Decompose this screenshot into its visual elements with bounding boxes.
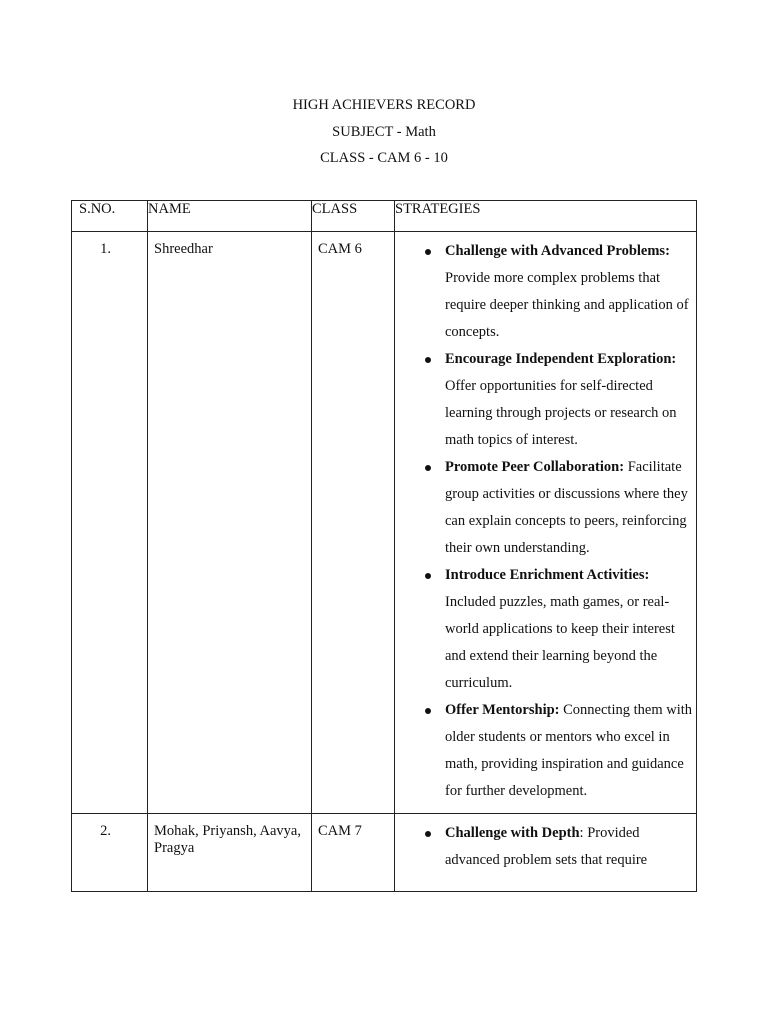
strategy-title: Challenge with Depth (445, 825, 580, 841)
strategy-title: Challenge with Advanced Problems: (445, 243, 670, 259)
strategy-item (395, 346, 696, 454)
bullet-icon (425, 249, 431, 255)
row-name: Shreedhar (148, 232, 312, 814)
strategy-list (395, 814, 696, 882)
strategy-text: Connecting them with older students or mentors who excel in math, providing inspiration and guidance for further development. (445, 702, 692, 799)
bullet-icon (425, 831, 431, 837)
strategy-item (395, 454, 696, 562)
strategy-text: Provide more complex problems that require deeper thinking and application of concepts. (445, 270, 689, 340)
column-header-class: CLASS (312, 201, 395, 232)
strategy-text: : Provided advanced problem sets that require (445, 825, 648, 868)
table-row (72, 814, 697, 892)
strategy-item (395, 562, 696, 697)
strategy-text: Facilitate group activities or discussions where they can explain concepts to peers, reinforcing their own understanding. (445, 459, 688, 556)
row-class: CAM 7 (312, 814, 395, 892)
strategy-item (395, 820, 696, 874)
column-header-strategies: STRATEGIES (395, 201, 697, 232)
strategy-item (395, 697, 696, 805)
column-header-sno: S.NO. (72, 201, 148, 232)
class-line: CLASS - CAM 6 - 10 (320, 150, 448, 166)
high-achievers-table (71, 200, 697, 892)
strategy-title: Promote Peer Collaboration: (445, 459, 625, 475)
subject-line: SUBJECT - Math (332, 123, 436, 140)
strategy-text: Included puzzles, math games, or real-world applications to keep their interest and extend their learning beyond the curriculum. (445, 594, 675, 691)
bullet-icon (425, 708, 431, 714)
row-name: Mohak, Priyansh, Aavya, Pragya (148, 814, 312, 892)
row-class: CAM 6 (312, 232, 395, 814)
strategy-text: Offer opportunities for self-directed learning through projects or research on math topics of interest. (445, 378, 677, 448)
bullet-icon (425, 465, 431, 471)
bullet-icon (425, 357, 431, 363)
row-strategies (395, 232, 697, 814)
column-header-name: NAME (148, 201, 312, 232)
strategy-title: Offer Mentorship: (445, 702, 560, 718)
table-row (72, 232, 697, 814)
table-header-row (72, 201, 697, 232)
document-header (0, 92, 768, 172)
document-title: HIGH ACHIEVERS RECORD (292, 97, 476, 113)
strategy-list (395, 232, 696, 813)
row-sno: 1. (72, 232, 148, 814)
strategy-item (395, 238, 696, 346)
row-strategies (395, 814, 697, 892)
strategy-title: Encourage Independent Exploration: (445, 351, 677, 367)
strategy-title: Introduce Enrichment Activities: (445, 567, 650, 583)
row-sno: 2. (72, 814, 148, 892)
bullet-icon (425, 573, 431, 579)
